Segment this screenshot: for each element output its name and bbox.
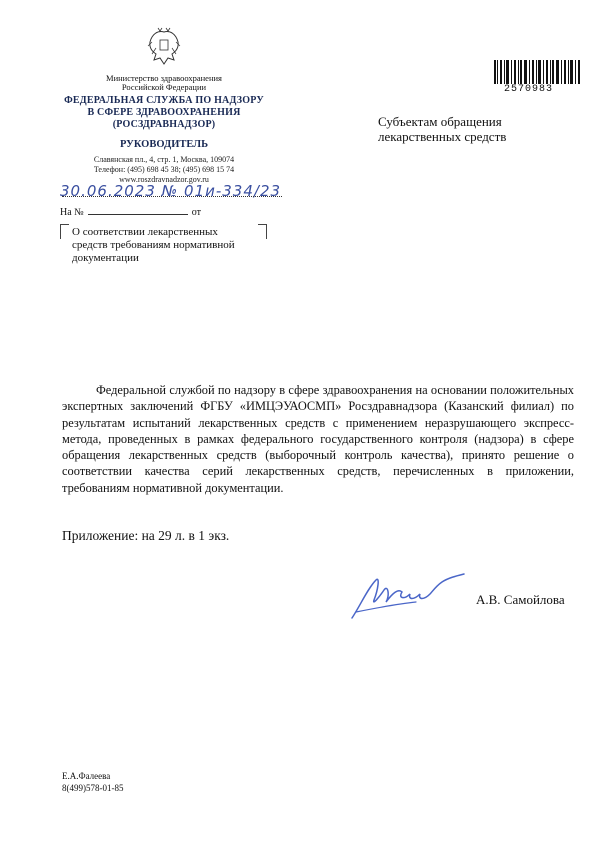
website: www.roszdravnadzor.gov.ru [119,175,209,184]
reference-line [60,206,201,218]
executor-block [62,770,124,794]
executor-phone: 8(499)578-01-85 [62,783,124,793]
coat-of-arms-emblem [146,26,182,68]
reference-prefix: На № [60,207,84,218]
barcode-number: 2570983 [504,84,554,95]
ministry-name-line1: Министерство здравоохранения [106,73,222,83]
service-name-line1: ФЕДЕРАЛЬНАЯ СЛУЖБА ПО НАДЗОРУ [64,95,264,106]
addressee: Субъектам обращения лекарственных средств [378,114,507,144]
handwritten-signature [346,566,472,626]
subject-line: О соответствии лекарственных средств требованиям нормативной документации [72,226,235,264]
reference-blank [88,206,188,215]
date-underline [62,196,282,197]
subject-bracket-left [60,224,69,239]
subject-bracket-right [258,224,267,239]
signer-name: А.В. Самойлова [476,592,565,607]
ministry-name-line2: Российской Федерации [121,82,207,92]
appendix-note: Приложение: на 29 л. в 1 экз. [62,528,230,543]
head-title: РУКОВОДИТЕЛЬ [119,139,209,150]
service-name-line3: (РОСЗДРАВНАДЗОР) [112,119,216,130]
barcode [494,60,580,84]
address: Славянская пл., 4, стр. 1, Москва, 109074 [93,155,235,164]
phone-numbers: Телефон: (495) 698 45 38; (495) 698 15 74 [93,165,235,174]
service-name-line2: В СФЕРЕ ЗДРАВООХРАНЕНИЯ [87,107,241,118]
body-paragraph: Федеральной службой по надзору в сфере здравоохранения на основании положительных экспертных заключений ФГБУ «ИМЦЭУАОСМП» Росздравнадзора (Казанский филиал) по результатам испытаний лекарственных средств с применением неразрушающего экспресс-метода, проведенных в рамках федерального государственного контроля (надзора) в сфере обращения лекарственных средств (выборочный контроль качества), принято решение о соответствии качества серий лекарственных средств, перечисленных в приложении, требованиям нормативной документации. [62,383,574,495]
executor-name: Е.А.Фалеева [62,771,111,781]
reference-from: от [191,207,201,218]
handwritten-date-number: 30.06.2023 № 01и-334/23 [60,182,282,200]
